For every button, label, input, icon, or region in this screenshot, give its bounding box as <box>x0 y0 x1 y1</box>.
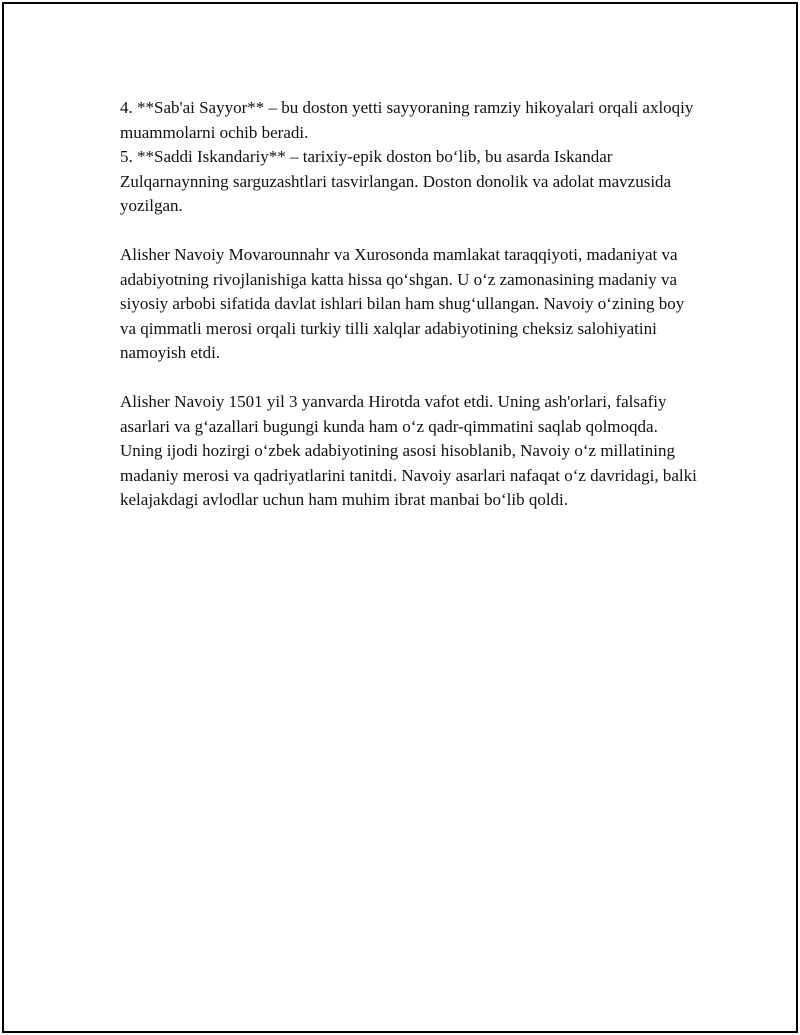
list-item-sabai-sayyor: 4. **Sab'ai Sayyor** – bu doston yetti sayyoraning ramziy hikoyalari orqali axloqiy muammolarni ochib beradi. <box>120 98 694 142</box>
paragraph-navoiy-contribution: Alisher Navoiy Movarounnahr va Xurosonda mamlakat taraqqiyoti, madaniyat va adabiyotning rivojlanishiga katta hissa qo‘shgan. U o‘z zamonasining madaniy va siyosiy arbobi sifatida davlat ishlari bilan ham shug‘ullangan. Navoiy o‘zining boy va qimmatli merosi orqali turkiy tilli xalqlar adabiyotining cheksiz salohiyatini namoyish etdi. <box>120 245 685 362</box>
document-body <box>120 96 700 513</box>
list-item-saddi-iskandariy: 5. **Saddi Iskandariy** – tarixiy-epik doston bo‘lib, bu asarda Iskandar Zulqarnaynning sarguzashtlari tasvirlangan. Doston donolik va adolat mavzusida yozilgan. <box>120 147 672 215</box>
document-page <box>2 2 798 1033</box>
paragraph-navoiy-death-legacy: Alisher Navoiy 1501 yil 3 yanvarda Hirotda vafot etdi. Uning ash'orlari, falsafiy asarlari va g‘azallari bugungi kunda ham o‘z qadr-qimmatini saqlab qolmoqda. Uning ijodi hozirgi o‘zbek adabiyotining asosi hisoblanib, Navoiy o‘z millatining madaniy merosi va qadriyatlarini tanitdi. Navoiy asarlari nafaqat o‘z davridagi, balki kelajakdagi avlodlar uchun ham muhim ibrat manbai bo‘lib qoldi. <box>120 392 697 509</box>
